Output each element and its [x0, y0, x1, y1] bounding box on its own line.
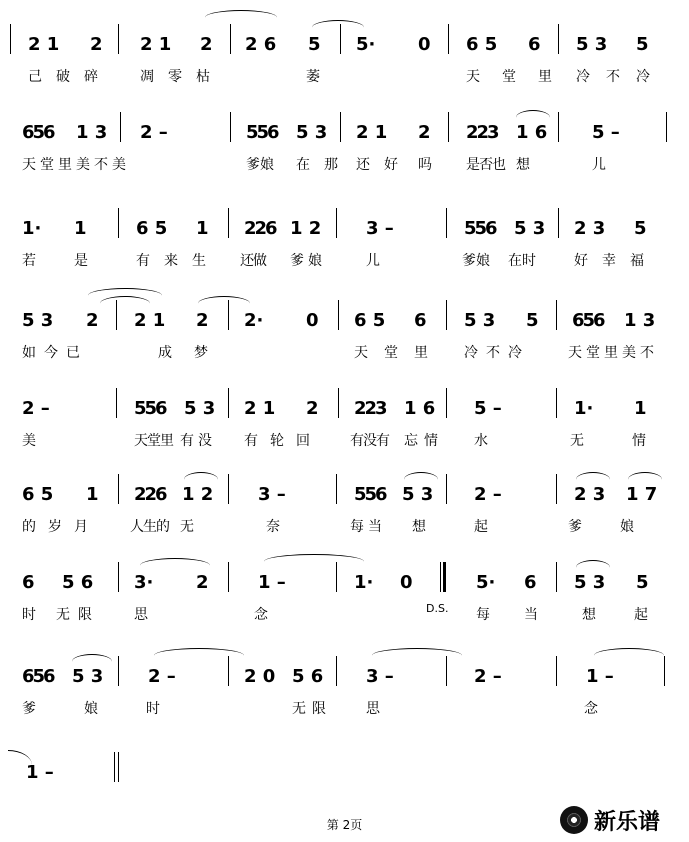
site-logo[interactable] [560, 803, 682, 837]
barline [116, 388, 117, 418]
lyric: 儿 [366, 253, 380, 269]
lyric: 天堂里美不 [568, 345, 658, 361]
note-group: 556 [134, 398, 166, 419]
lyric: 成梦 [158, 345, 230, 361]
note-group: 2 [418, 122, 431, 143]
staff-row-3 [0, 218, 689, 298]
note-group: 5 3 [296, 122, 328, 143]
note-group: 1 3 [76, 122, 108, 143]
lyric: 吗 [418, 157, 432, 173]
note-group: 5 3 [184, 398, 216, 419]
note-group: 556 [246, 122, 278, 143]
lyrics-line [0, 156, 689, 180]
staff-row-4 [0, 310, 689, 390]
note-group: 2 [196, 310, 209, 331]
note-group: 2 [200, 34, 213, 55]
lyrics-line [0, 68, 689, 92]
note-group: 5 [636, 572, 649, 593]
lyric: 有没 [180, 433, 216, 449]
lyrics-line [0, 700, 689, 724]
lyric: 还做 [240, 253, 266, 269]
lyric: 念 [584, 701, 598, 717]
barline [338, 388, 339, 418]
lyric: 起 [634, 607, 648, 623]
barline [230, 24, 231, 54]
note-group: 6 [414, 310, 427, 331]
lyric: 每 [476, 607, 490, 623]
lyric: 奈 [266, 519, 280, 535]
lyric: 美 [22, 433, 36, 449]
lyric: 凋零枯 [140, 69, 224, 85]
barline [556, 388, 557, 418]
lyrics-line [0, 344, 689, 368]
note-group: 1· [22, 218, 42, 239]
note-group: 1· [354, 572, 374, 593]
lyric: 人生的 [130, 519, 169, 535]
note-group: 0 [400, 572, 413, 593]
lyric: 思 [134, 607, 148, 623]
barline [446, 474, 447, 504]
lyric: 娘 [620, 519, 634, 535]
vinyl-disc-icon [560, 806, 588, 834]
barline [448, 24, 449, 54]
barline [230, 112, 231, 142]
lyric: 萎 [306, 69, 320, 85]
note-group: 556 [354, 484, 386, 505]
note-group: 3· [134, 572, 154, 593]
dal-segno-marking: D.S. [426, 602, 449, 615]
note-group: 1 2 [182, 484, 214, 505]
note-group: 2 1 [140, 34, 172, 55]
note-group: 6 5 [354, 310, 386, 331]
note-group: 1 [196, 218, 209, 239]
note-group: 1 [74, 218, 87, 239]
note-group: 5 [634, 218, 647, 239]
lyric: 有轮回 [244, 433, 322, 449]
note-group: 5 3 [402, 484, 434, 505]
lyric: 想 [412, 519, 426, 535]
slur [576, 560, 610, 575]
slur [154, 648, 244, 663]
note-group: 3 – [366, 666, 394, 687]
final-barline [114, 752, 119, 782]
slur [516, 110, 550, 125]
lyric: 有来生 [136, 253, 220, 269]
note-group: 2 – [22, 398, 50, 419]
lyric: 思 [366, 701, 380, 717]
page-number: 第 2页 [326, 818, 363, 832]
barline [118, 562, 119, 592]
note-group: 6 5 [22, 484, 54, 505]
slur [312, 20, 364, 35]
lyric: 天堂里 [134, 433, 173, 449]
note-group: 2 1 [356, 122, 388, 143]
note-group: 1 [634, 398, 647, 419]
barline [446, 300, 447, 330]
note-group: 2 [196, 572, 209, 593]
note-group: 1 3 [624, 310, 656, 331]
note-group: 1 7 [626, 484, 658, 505]
note-group: 1 – [586, 666, 614, 687]
lyric: 无限 [56, 607, 100, 623]
barline [228, 562, 229, 592]
repeat-barline [440, 562, 446, 592]
note-group: 5 3 [514, 218, 546, 239]
lyrics-line [0, 252, 689, 276]
note-group: 656 [22, 666, 54, 687]
logo-text: 新乐谱 [594, 809, 661, 835]
notes-line [0, 666, 689, 696]
barline [118, 474, 119, 504]
lyric: 当 [524, 607, 538, 623]
note-group: 223 [354, 398, 386, 419]
barline [446, 388, 447, 418]
note-group: 5 3 [22, 310, 54, 331]
note-group: 2 [306, 398, 319, 419]
lyric: 时 [146, 701, 160, 717]
barline [448, 112, 449, 142]
lyric: 的岁月 [22, 519, 100, 535]
note-group: 2 [90, 34, 103, 55]
barline [228, 208, 229, 238]
note-group: 5· [356, 34, 376, 55]
note-group: 1 6 [404, 398, 436, 419]
note-group: 223 [466, 122, 498, 143]
staff-row-1 [0, 34, 689, 114]
note-group: 0 [306, 310, 319, 331]
note-group: 6 5 [466, 34, 498, 55]
lyric: 时 [22, 607, 36, 623]
slur [100, 296, 150, 311]
note-group: 3 – [366, 218, 394, 239]
lyric: 想 [516, 157, 530, 173]
note-group: 2 1 [28, 34, 60, 55]
notes-line [0, 572, 689, 602]
lyric: 娘 [84, 701, 98, 717]
lyrics-line [0, 606, 689, 630]
lyric: 在时 [508, 253, 536, 269]
barline [118, 656, 119, 686]
note-group: 5 6 [292, 666, 324, 687]
lyric: 在那 [296, 157, 352, 173]
barline [228, 388, 229, 418]
note-group: 6 [524, 572, 537, 593]
lyric: 无 [570, 433, 584, 449]
note-group: 556 [464, 218, 496, 239]
note-group: 5 – [592, 122, 620, 143]
barline [556, 300, 557, 330]
note-group: 2 3 [574, 218, 606, 239]
slur [72, 654, 112, 669]
lyric: 情 [632, 433, 646, 449]
lyric: 想 [582, 607, 596, 623]
lyric: 爹娘 [246, 157, 274, 173]
barline [118, 24, 119, 54]
lyrics-line [0, 432, 689, 456]
barline [558, 24, 559, 54]
note-group: 2 [86, 310, 99, 331]
lyric: 是 [74, 253, 88, 269]
note-group: 5 [636, 34, 649, 55]
lyric: 有没有 [350, 433, 389, 449]
note-group: 5 – [474, 398, 502, 419]
note-group: 5 3 [574, 572, 606, 593]
lyrics-line [0, 518, 689, 542]
lyric: 爹 [568, 519, 582, 535]
slur [184, 472, 218, 487]
lyric: 水 [474, 433, 488, 449]
barline [340, 112, 341, 142]
note-group: 3 – [258, 484, 286, 505]
notes-line [0, 34, 689, 64]
barline [338, 300, 339, 330]
slur [576, 472, 610, 487]
note-group: 2· [244, 310, 264, 331]
lyric: 天堂里 [354, 345, 444, 361]
slur-tie-end [8, 750, 32, 765]
note-group: 6 [528, 34, 541, 55]
note-group: 2 – [148, 666, 176, 687]
barline [120, 112, 121, 142]
lyric: 冷不冷 [576, 69, 666, 85]
barline [118, 208, 119, 238]
note-group: 6 5 [136, 218, 168, 239]
notes-line [0, 484, 689, 514]
lyric: 好幸福 [574, 253, 658, 269]
slur [205, 10, 277, 25]
note-group: 2 6 [245, 34, 277, 55]
barline [664, 656, 665, 686]
barline [558, 208, 559, 238]
lyric: 无限 [292, 701, 332, 717]
lyric: 还好 [356, 157, 412, 173]
lyric: 念 [254, 607, 268, 623]
slur [628, 472, 662, 487]
barline [556, 474, 557, 504]
lyric: 天堂里美不美 [22, 157, 130, 173]
note-group: 6 [22, 572, 35, 593]
note-group: 2 – [140, 122, 168, 143]
note-group: 2 – [474, 666, 502, 687]
note-group: 1 2 [290, 218, 322, 239]
note-group: 2 3 [574, 484, 606, 505]
barline [558, 112, 559, 142]
slur [198, 296, 250, 311]
notes-line [0, 762, 689, 792]
note-group: 2 1 [244, 398, 276, 419]
staff-row-5 [0, 398, 689, 478]
note-group: 0 [418, 34, 431, 55]
lyric: 儿 [592, 157, 606, 173]
note-group: 5 3 [72, 666, 104, 687]
note-group: 656 [22, 122, 54, 143]
lyric: 是否也 [466, 157, 505, 173]
lyric: 冷不冷 [464, 345, 530, 361]
note-group: 5 3 [576, 34, 608, 55]
staff-row-7 [0, 572, 689, 652]
lyric: 无 [180, 519, 194, 535]
barline [556, 562, 557, 592]
note-group: 5 3 [464, 310, 496, 331]
barline [336, 208, 337, 238]
note-group: 1 [86, 484, 99, 505]
slur [140, 558, 210, 573]
note-group: 1 – [26, 762, 54, 783]
slur [264, 554, 364, 569]
note-group: 2 0 [244, 666, 276, 687]
note-group: 2 1 [134, 310, 166, 331]
note-group: 226 [244, 218, 276, 239]
barline [336, 474, 337, 504]
note-group: 5 6 [62, 572, 94, 593]
notes-line [0, 122, 689, 152]
slur [594, 648, 664, 663]
lyric: 起 [474, 519, 488, 535]
lyric: 若 [22, 253, 36, 269]
notes-line [0, 310, 689, 340]
lyric: 天堂里 [466, 69, 574, 85]
barline [666, 112, 667, 142]
note-group: 1 6 [516, 122, 548, 143]
note-group: 656 [572, 310, 604, 331]
barline [556, 656, 557, 686]
lyric: 己破碎 [28, 69, 112, 85]
note-group: 5 [308, 34, 321, 55]
staff-row-8 [0, 666, 689, 746]
slur [372, 648, 462, 663]
note-group: 1· [574, 398, 594, 419]
lyric: 爹娘 [290, 253, 326, 269]
note-group: 2 – [474, 484, 502, 505]
slur [404, 472, 438, 487]
note-group: 5 [526, 310, 539, 331]
lyric: 忘情 [404, 433, 444, 449]
notes-line [0, 398, 689, 428]
staff-row-2 [0, 122, 689, 202]
lyric: 爹娘 [462, 253, 490, 269]
barline [336, 656, 337, 686]
lyric: 爹 [22, 701, 36, 717]
barline [446, 208, 447, 238]
lyric: 如今已 [22, 345, 88, 361]
note-group: 226 [134, 484, 166, 505]
barline [10, 24, 11, 54]
barline [228, 474, 229, 504]
note-group: 5· [476, 572, 496, 593]
lyric: 每当 [350, 519, 386, 535]
note-group: 1 – [258, 572, 286, 593]
notes-line [0, 218, 689, 248]
staff-row-6 [0, 484, 689, 564]
